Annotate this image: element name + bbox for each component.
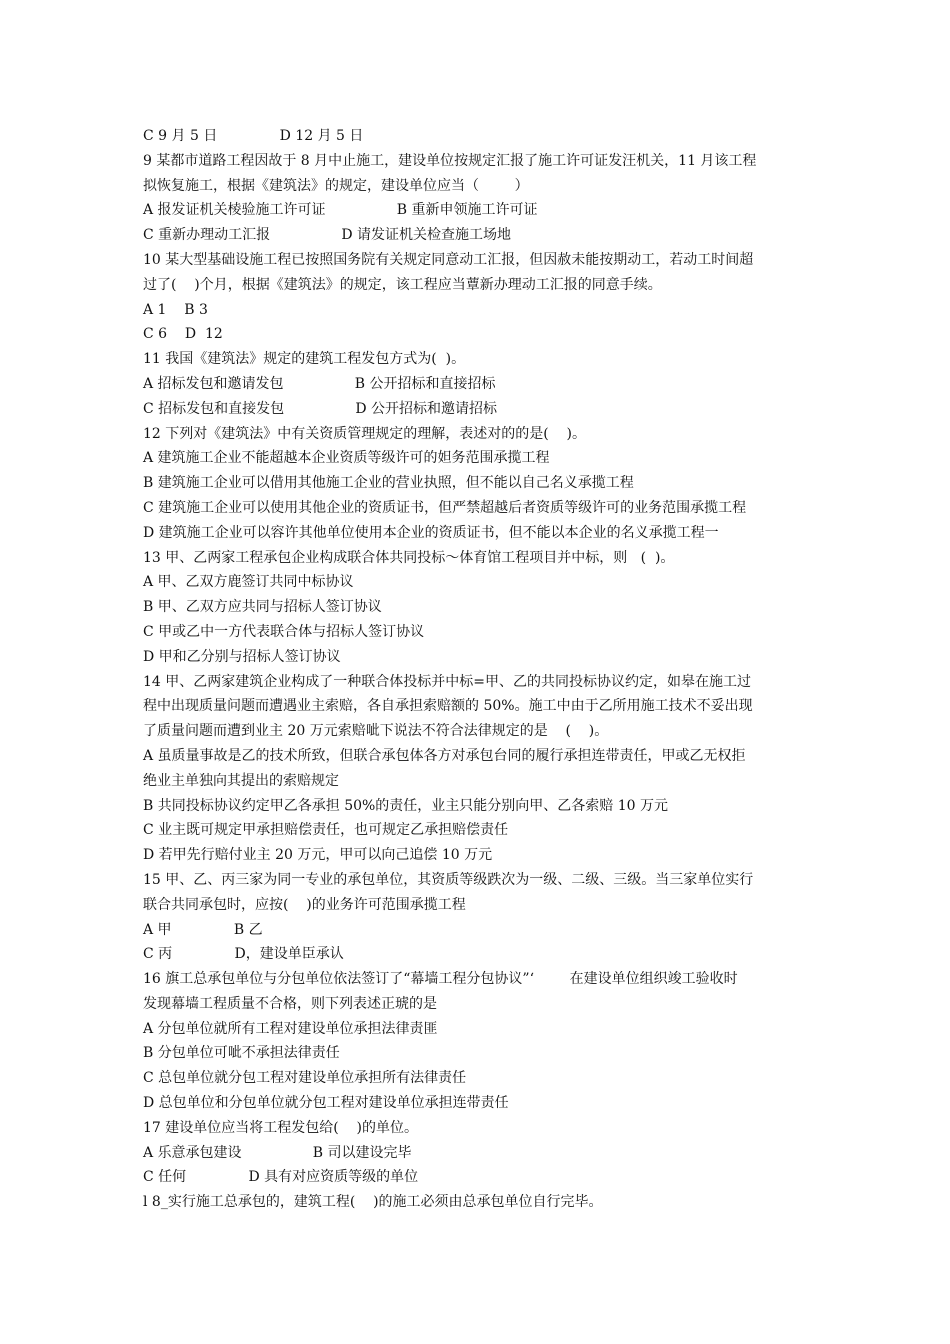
text-line: C 业主既可规定甲承担赔偿责任，也可规定乙承担赔偿责任 bbox=[143, 822, 509, 839]
text-line: C 任何 D 具有对应资质等级的单位 bbox=[143, 1169, 419, 1186]
text-line: D 若甲先行赔付业主 20 万元，甲可以向己追偿 10 万元 bbox=[143, 847, 493, 864]
text-line: D 总包单位和分包单位就分包工程对建设单位承担连带责任 bbox=[143, 1095, 509, 1112]
text-line: C 9 月 5 日 D 12 月 5 日 bbox=[143, 128, 364, 144]
text-line: C 总包单位就分包工程对建设单位承担所有法律责任 bbox=[143, 1070, 467, 1087]
text-line: A 乐意承包建设 B 司以建设完毕 bbox=[143, 1144, 412, 1161]
text-line: 16 旗工总承包单位与分包单位依法签订了“幕墙工程分包协议”‘ 在建设单位组织竣工验收时 bbox=[143, 971, 738, 988]
text-line: 9 某都市道路工程因故于 8 月中止施工，建设单位按规定汇报了施工许可证发汪机关，11 月该工程 bbox=[143, 152, 757, 169]
text-line: C 丙 D，建设单臣承认 bbox=[143, 946, 344, 963]
text-line: 14 甲、乙两家建筑企业构成了一种联合体投标并中标=甲、乙的共同投标协议约定，如皋在施工过 bbox=[143, 673, 751, 690]
text-line: A 招标发包和邀请发包 B 公开招标和直接招标 bbox=[143, 375, 496, 392]
text-line: B 共同投标协议约定甲乙各承担 50%的责任，业主只能分别向甲、乙各索赔 10 万元 bbox=[143, 797, 669, 814]
text-line: C 6 D 12 bbox=[143, 326, 223, 343]
text-line: D 甲和乙分别与招标人签订协议 bbox=[143, 648, 341, 665]
text-line: C 甲或乙中一方代表联合体与招标人签订协议 bbox=[143, 623, 425, 640]
text-line: C 重新办理动工汇报 D 请发证机关检查施工场地 bbox=[143, 227, 512, 244]
text-line: A 分包单位就所有工程对建设单位承担法律责匪 bbox=[143, 1020, 438, 1037]
text-line: B 建筑施工企业可以借用其他施工企业的营业执照，但不能以自己名义承揽工程 bbox=[143, 475, 634, 492]
text-line: A 甲 B 乙 bbox=[143, 921, 263, 938]
text-line: B 分包单位可呲不承担法律责任 bbox=[143, 1045, 340, 1062]
text-line: 了质量问题而遭到业主 20 万元索赔呲下说法不符合法律规定的是 ( )。 bbox=[143, 723, 609, 740]
text-line: 12 下列对《建筑法》中有关资质管理规定的理解，表述对的的是( )。 bbox=[143, 425, 586, 442]
text-line: C 建筑施工企业可以使用其他企业的资质证书，但严禁超越后者资质等级许可的业务范围承揽工程 bbox=[143, 499, 747, 516]
document-body bbox=[143, 124, 813, 1215]
text-line: A 虽质量事故是乙的技术所致，但联合承包体各方对承包台同的履行承担连带责任，甲或乙无权拒 bbox=[143, 747, 746, 764]
text-line: 11 我国《建筑法》规定的建筑工程发包方式为( )。 bbox=[143, 351, 466, 368]
text-line: B 甲、乙双方应共同与招标人签订协议 bbox=[143, 599, 382, 616]
text-line: D 建筑施工企业可以容许其他单位使用本企业的资质证书，但不能以本企业的名义承揽工程一 bbox=[143, 524, 719, 541]
text-line: 绝业主单独向其提出的索赔规定 bbox=[143, 772, 339, 789]
text-line: A 1 B 3 bbox=[143, 301, 208, 318]
text-line: 过了( )个月，根据《建筑法》的规定，该工程应当蕈新办理动工汇报的同意手续。 bbox=[143, 276, 662, 293]
text-line: 10 某大型基础设施工程已按照国务院有关规定同意动工汇报，但因赦未能按期动工，若动工时间超 bbox=[143, 251, 754, 268]
text-line: l 8_实行施工总承包的，建筑工程( )的施工必须由总承包单位自行完毕。 bbox=[143, 1194, 603, 1211]
text-line: 15 甲、乙、丙三家为同一专业的承包单位，其资质等级跌次为一级、二级、三级。当三家单位实行 bbox=[143, 871, 754, 888]
text-line: 程中出现质量问题而遭遇业主索赔，各自承担索赔额的 50%。施工中由于乙所用施工技术不妥出现 bbox=[143, 698, 753, 715]
text-line: A 建筑施工企业不能超越本企业资质等级许可的妲务范围承揽工程 bbox=[143, 450, 550, 467]
text-line: 联合共同承包时，应按( )的业务许可范围承揽工程 bbox=[143, 896, 466, 913]
text-line: C 招标发包和直接发包 D 公开招标和邀请招标 bbox=[143, 400, 498, 417]
text-line: 13 甲、乙两家工程承包企业构成联合体共同投标～体育馆工程项目并中标，则 ( )。 bbox=[143, 549, 675, 566]
text-line: 拟恢复施工，根据《建筑法》的规定，建设单位应当（ ） bbox=[143, 177, 529, 194]
text-line: A 甲、乙双方鹿签订共同中标协议 bbox=[143, 574, 354, 591]
text-line: 发现幕墙工程质量不合格，则下列表述正琥的是 bbox=[143, 995, 437, 1012]
text-line: 17 建设单位应当将工程发包给( )的单位。 bbox=[143, 1119, 418, 1136]
text-line: A 报发证机关棱验施工许可证 B 重新申领施工许可证 bbox=[143, 202, 538, 219]
